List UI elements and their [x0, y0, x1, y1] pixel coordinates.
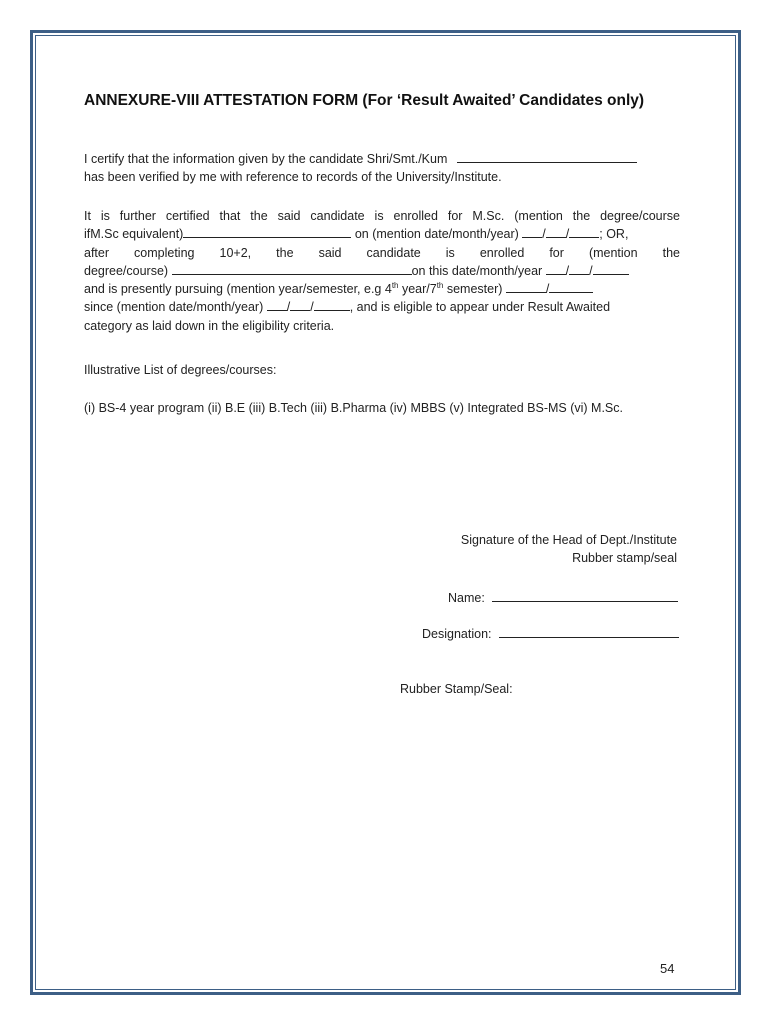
since-date-day-blank[interactable] [267, 299, 287, 311]
candidate-name-blank[interactable] [457, 151, 637, 163]
certify-line-2: has been verified by me with reference to records of the University/Institute. [84, 170, 502, 185]
certify-paragraph [84, 150, 680, 187]
name-field[interactable] [492, 590, 678, 602]
degree-blank[interactable] [183, 226, 351, 238]
semester-blank[interactable] [549, 281, 593, 293]
stamp-seal-label: Rubber stamp/seal [572, 551, 677, 565]
rubber-stamp-label: Rubber Stamp/Seal: [400, 682, 513, 696]
enrollment-line-2: ifM.Sc equivalent) on (mention date/month/year) / / ; OR, [84, 227, 629, 242]
course-date-month-blank[interactable] [569, 263, 589, 275]
course-blank[interactable] [172, 263, 412, 275]
since-date-month-blank[interactable] [290, 299, 310, 311]
enrollment-line-1: It is further certified that the said candidate is enrolled for M.Sc. (mention the degree/course [84, 209, 680, 223]
enrollment-paragraph [84, 207, 680, 335]
enrollment-line-6: since (mention date/month/year) / / , and is eligible to appear under Result Awaited [84, 300, 611, 315]
courses-list: (i) BS-4 year program (ii) B.E (iii) B.Tech (iii) B.Pharma (iv) MBBS (v) Integrated BS-MS (vi) M.Sc. [84, 401, 623, 415]
since-date-year-blank[interactable] [314, 299, 350, 311]
name-row: Name: [448, 590, 678, 605]
course-date-year-blank[interactable] [593, 263, 629, 275]
course-date-day-blank[interactable] [546, 263, 566, 275]
illustrative-heading: Illustrative List of degrees/courses: [84, 363, 277, 377]
designation-row: Designation: [422, 626, 679, 641]
signature-label: Signature of the Head of Dept./Institute [460, 533, 677, 547]
enrollment-line-7: category as laid down in the eligibility criteria. [84, 318, 335, 333]
year-semester-blank[interactable] [506, 281, 546, 293]
designation-field[interactable] [499, 626, 679, 638]
certify-line-1: I certify that the information given by the candidate Shri/Smt./Kum [84, 150, 680, 168]
form-title: ANNEXURE-VIII ATTESTATION FORM (For ‘Result Awaited’ Candidates only) [84, 92, 645, 109]
enrollment-line-3: after completing 10+2, the said candidate is enrolled for (mention the [84, 245, 680, 260]
enrollment-line-5: and is presently pursuing (mention year/semester, e.g 4th year/7th semester) / [84, 280, 680, 298]
enroll-date-month-blank[interactable] [546, 226, 566, 238]
page-number: 54 [660, 961, 675, 976]
enroll-date-year-blank[interactable] [569, 226, 599, 238]
enrollment-line-4: degree/course) on this date/month/year / / [84, 262, 680, 280]
enroll-date-day-blank[interactable] [522, 226, 542, 238]
